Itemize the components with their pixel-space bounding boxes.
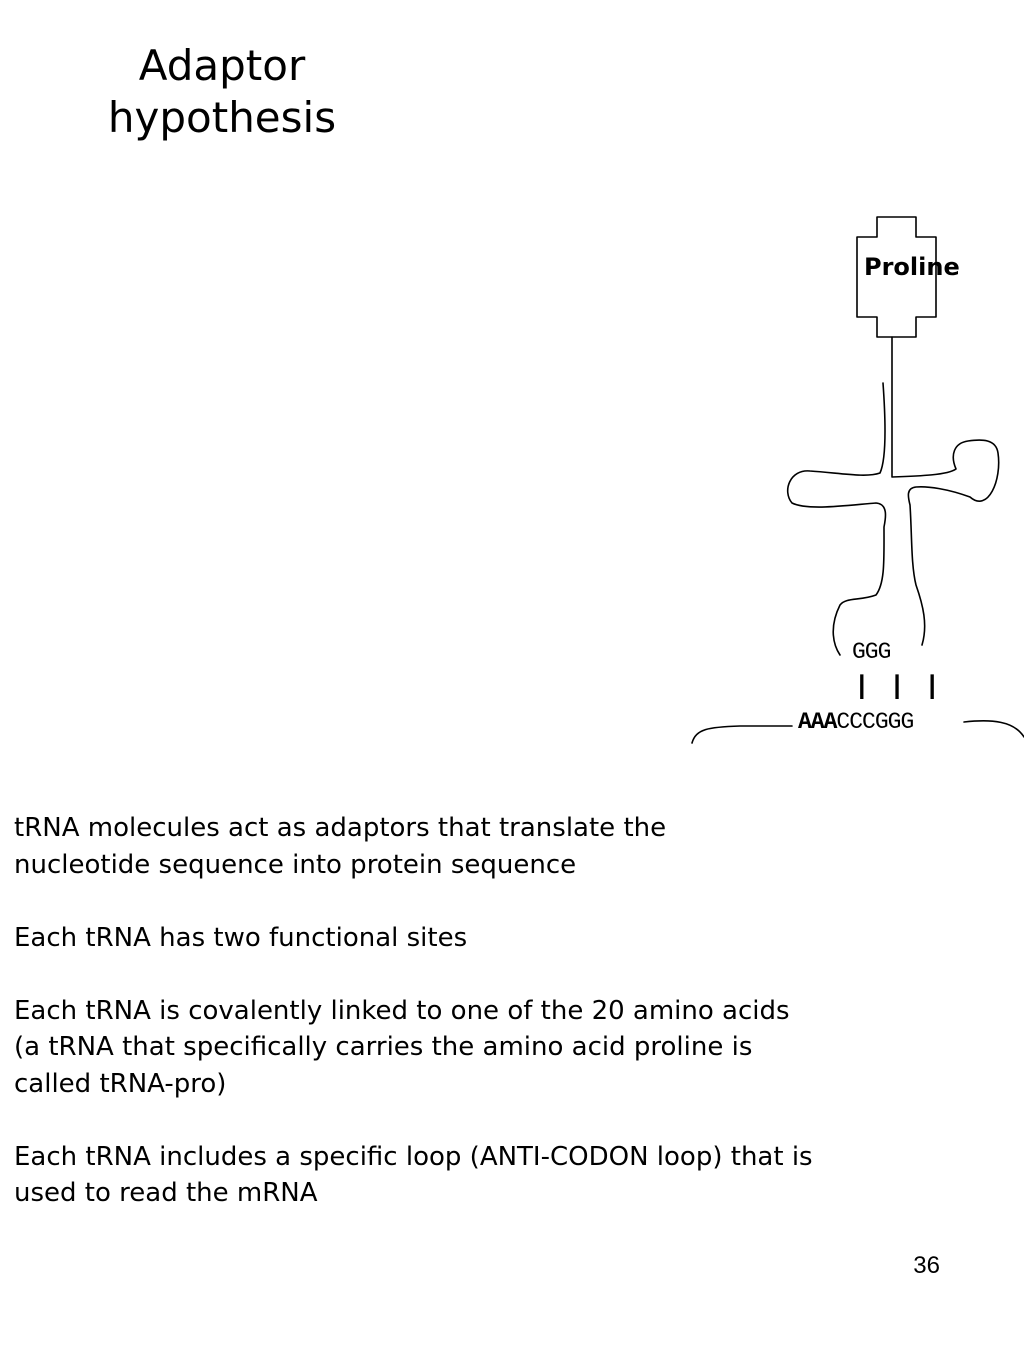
mrna-strand-left xyxy=(692,726,792,743)
mrna-sequence xyxy=(798,709,913,735)
page-number: 36 xyxy=(913,1252,940,1279)
mrna-strand-right xyxy=(964,721,1024,737)
mrna-prefix: AAA xyxy=(798,709,837,735)
slide-title-line-1: Adaptor xyxy=(138,41,306,90)
slide-title-line-2: hypothesis xyxy=(107,93,337,142)
slide-title xyxy=(72,40,372,144)
paragraph-functional-sites: Each tRNA has two functional sites xyxy=(14,922,468,953)
slide-body xyxy=(14,810,1004,1248)
trna-left-strand xyxy=(788,383,886,655)
anticodon-label: GGG xyxy=(852,639,891,665)
paragraph-amino-acid-link: Each tRNA is covalently linked to one of the 20 amino acids (a tRNA that specifically carries the amino acid proline is called tRNA-pro) xyxy=(14,995,790,1099)
trna-diagram xyxy=(680,205,1024,765)
amino-acid-label: Proline xyxy=(864,253,960,281)
paragraph-adaptors: tRNA molecules act as adaptors that translate the nucleotide sequence into protein sequence xyxy=(14,813,667,880)
paragraph-anticodon-loop: Each tRNA includes a specific loop (ANTI-CODON loop) that is used to read the mRNA xyxy=(14,1141,813,1208)
mrna-suffix: GGG xyxy=(874,709,914,735)
base-pair-lines: | | | xyxy=(854,671,943,701)
trna-drawing xyxy=(680,205,1024,765)
mrna-codon: CCC xyxy=(836,709,875,735)
trna-right-strand xyxy=(892,337,999,645)
